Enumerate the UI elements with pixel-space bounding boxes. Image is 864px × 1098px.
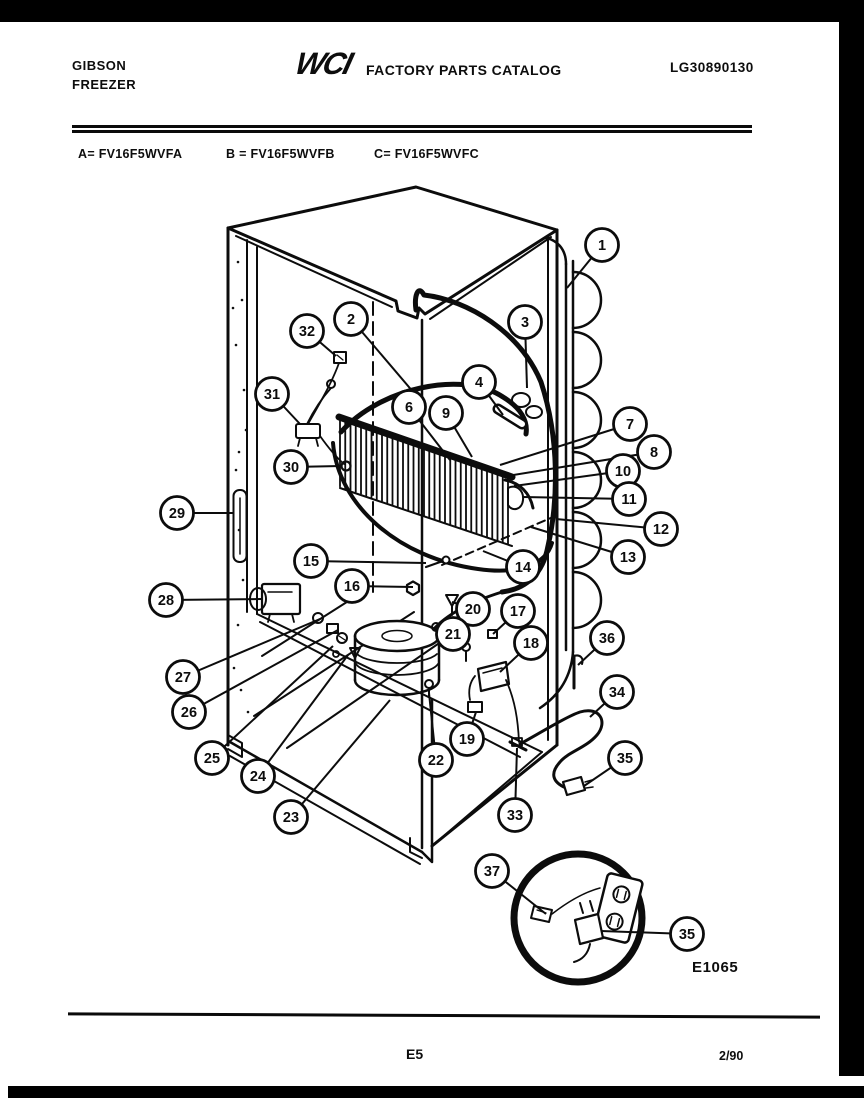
svg-text:8: 8	[649, 445, 659, 461]
svg-text:33: 33	[506, 808, 524, 824]
catalog-title: FACTORY PARTS CATALOG	[366, 62, 562, 78]
callout-19	[451, 723, 484, 756]
svg-text:15: 15	[302, 554, 320, 570]
relay-bracket	[478, 662, 509, 691]
callout-12	[645, 513, 678, 546]
plug-detail-inset	[514, 854, 643, 982]
grommet	[407, 582, 419, 596]
callout-37	[476, 855, 509, 888]
callout-26	[173, 696, 206, 729]
svg-text:6: 6	[404, 400, 414, 416]
callout-23	[275, 801, 308, 834]
evaporator-coil	[333, 417, 553, 571]
svg-text:4: 4	[474, 375, 484, 391]
callout-11	[613, 483, 646, 516]
svg-text:2: 2	[346, 312, 356, 328]
svg-text:19: 19	[458, 732, 476, 748]
svg-text:10: 10	[614, 464, 632, 480]
svg-text:18: 18	[522, 636, 540, 652]
callout-15	[295, 545, 328, 578]
callout-32	[291, 315, 324, 348]
svg-text:36: 36	[598, 631, 616, 647]
callout-36	[591, 622, 624, 655]
callout-35	[609, 742, 642, 775]
svg-text:11: 11	[621, 492, 637, 508]
svg-text:1: 1	[597, 238, 607, 254]
svg-text:14: 14	[514, 560, 532, 576]
document-number: LG30890130	[670, 60, 754, 75]
svg-text:17: 17	[509, 604, 527, 620]
svg-text:3: 3	[520, 315, 530, 331]
callout-30	[275, 451, 308, 484]
model-c-label: C= FV16F5WVFC	[374, 147, 479, 161]
callout-leader-23	[291, 700, 390, 817]
side-panel-handle	[234, 490, 247, 562]
svg-text:29: 29	[168, 506, 186, 522]
callout-14	[507, 551, 540, 584]
callout-3	[509, 306, 542, 339]
callout-34	[601, 676, 634, 709]
callout-2	[335, 303, 368, 336]
svg-text:20: 20	[464, 602, 482, 618]
svg-text:25: 25	[203, 751, 221, 767]
svg-text:32: 32	[298, 324, 316, 340]
model-a-label: A= FV16F5WVFA	[78, 147, 183, 161]
callout-4	[463, 366, 496, 399]
callout-35	[671, 918, 704, 951]
svg-text:9: 9	[441, 406, 451, 422]
ground-clip	[531, 906, 552, 922]
callout-25	[196, 742, 229, 775]
svg-text:35: 35	[678, 927, 696, 943]
brand-line1: GIBSON	[72, 58, 127, 73]
svg-text:35: 35	[616, 751, 634, 767]
callout-17	[502, 595, 535, 628]
svg-text:12: 12	[652, 522, 670, 538]
callout-6	[393, 391, 426, 424]
footer-page-code: E5	[406, 1046, 424, 1062]
svg-text:13: 13	[619, 550, 637, 566]
svg-text:26: 26	[180, 705, 198, 721]
callout-33	[499, 799, 532, 832]
svg-text:37: 37	[483, 864, 501, 880]
callout-22	[420, 744, 453, 777]
callout-18	[515, 627, 548, 660]
callout-leader-27	[183, 619, 320, 677]
callout-28	[150, 584, 183, 617]
callout-8	[638, 436, 671, 469]
callout-leaders	[166, 245, 687, 934]
callout-16	[336, 570, 369, 603]
svg-text:21: 21	[444, 627, 462, 643]
svg-text:30: 30	[282, 460, 300, 476]
svg-text:16: 16	[343, 579, 361, 595]
callout-7	[614, 408, 647, 441]
svg-text:34: 34	[608, 685, 626, 701]
door-latch	[574, 655, 583, 688]
brand-line2: FREEZER	[72, 77, 137, 92]
svg-text:7: 7	[625, 417, 635, 433]
callout-1	[586, 229, 619, 262]
wci-logo: WCI	[291, 46, 355, 81]
callout-leader-25	[212, 646, 333, 758]
svg-text:24: 24	[249, 769, 267, 785]
callout-27	[167, 661, 200, 694]
svg-text:28: 28	[157, 593, 175, 609]
callout-31	[256, 378, 289, 411]
compressor	[355, 621, 440, 695]
callout-balloons	[150, 229, 704, 951]
svg-text:23: 23	[282, 810, 300, 826]
callout-29	[161, 497, 194, 530]
svg-text:27: 27	[174, 670, 192, 686]
callout-24	[242, 760, 275, 793]
callout-9	[430, 397, 463, 430]
callout-13	[612, 541, 645, 574]
thermostat-control	[296, 380, 344, 464]
footer-date-code: 2/90	[719, 1049, 744, 1063]
model-b-label: B = FV16F5WVFB	[226, 147, 335, 161]
figure-code: E1065	[692, 959, 739, 976]
svg-text:31: 31	[263, 387, 281, 403]
svg-text:22: 22	[427, 753, 445, 769]
callout-21	[437, 618, 470, 651]
